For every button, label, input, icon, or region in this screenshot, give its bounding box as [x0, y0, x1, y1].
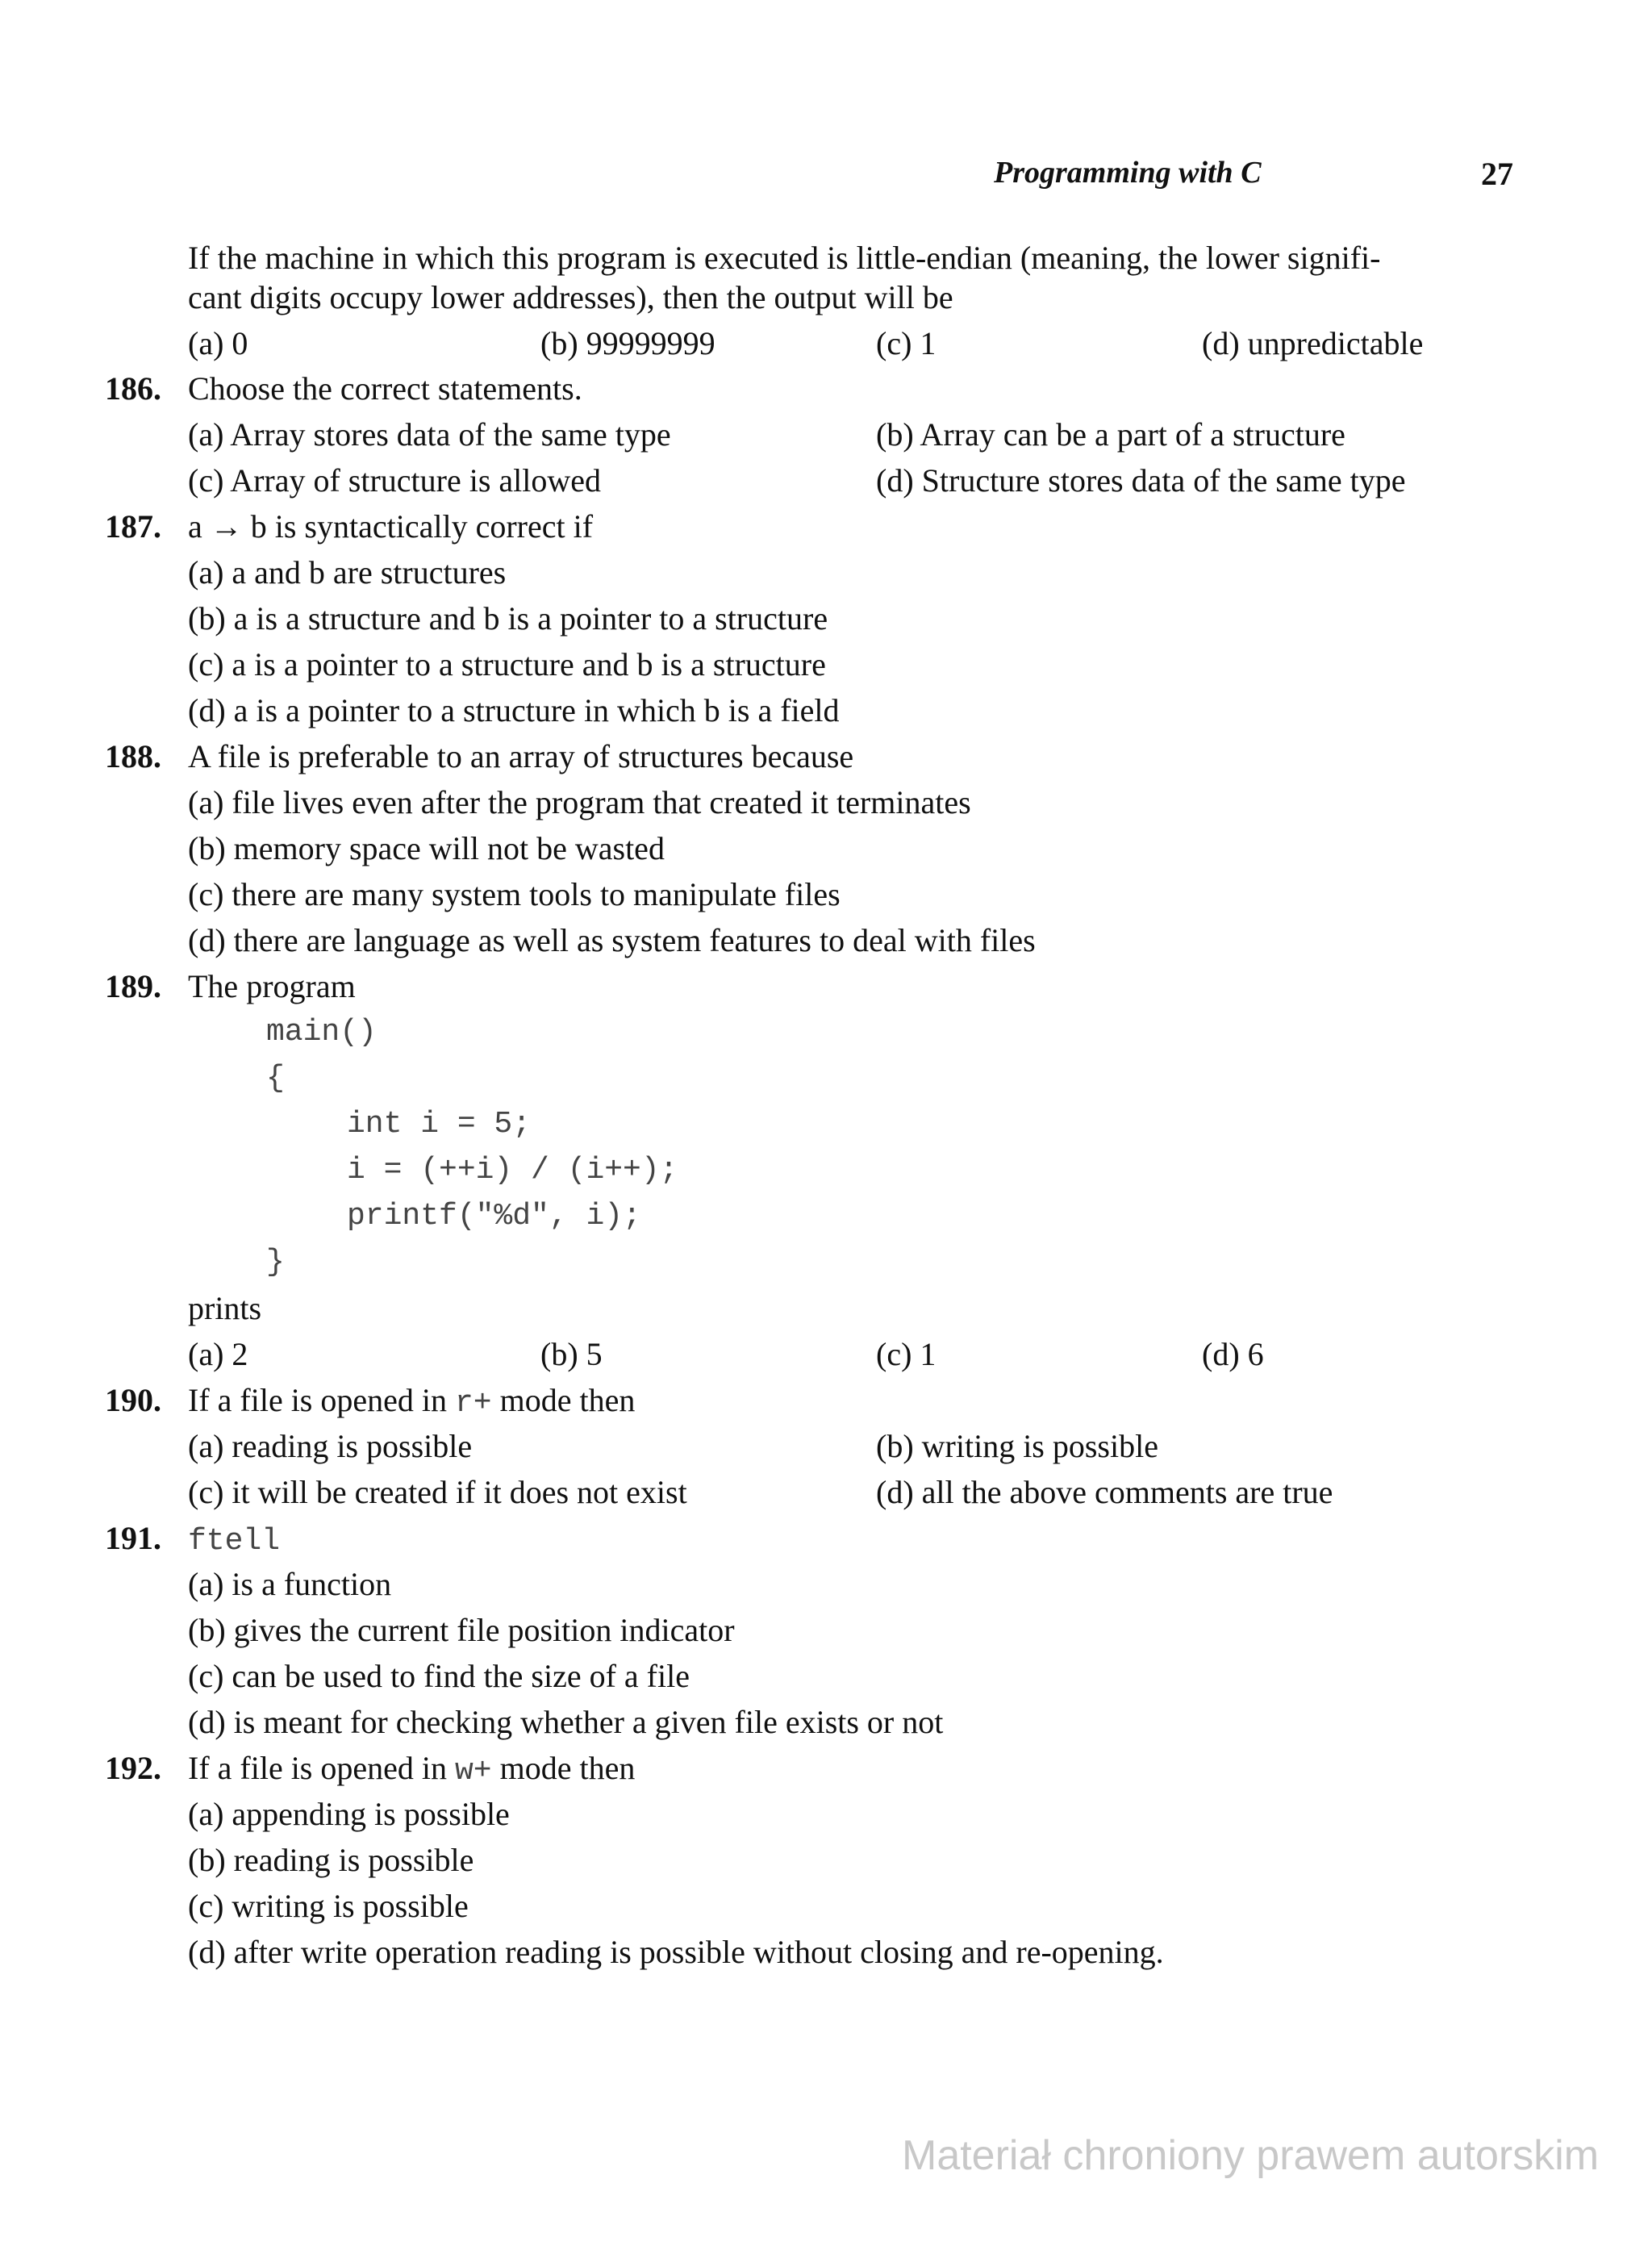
option-b: (b) a is a structure and b is a pointer to a structure	[188, 600, 828, 637]
stem-code: ftell	[188, 1524, 281, 1559]
running-title: Programming with C	[994, 156, 1262, 190]
stem-code: r+	[455, 1386, 492, 1421]
question-number: 188.	[105, 738, 161, 774]
option-b: (b) gives the current file position indicator	[188, 1612, 735, 1648]
code-line: main()	[266, 1015, 377, 1050]
option-c: (c) there are many system tools to manipulate files	[188, 876, 841, 912]
option-d: (d) 6	[1202, 1336, 1264, 1372]
option-b: (b) writing is possible	[876, 1428, 1158, 1464]
option-d: (d) after write operation reading is possible without closing and re-opening.	[188, 1934, 1164, 1970]
question-stem	[188, 1517, 280, 1563]
question-number: 189.	[105, 968, 161, 1004]
option-d: (d) Structure stores data of the same type	[876, 462, 1406, 499]
option-a: (a) appending is possible	[188, 1796, 510, 1832]
copyright-watermark: Materiał chroniony prawem autorskim	[902, 2132, 1600, 2179]
code-line: printf("%d", i);	[347, 1199, 641, 1234]
intro-line-1: If the machine in which this program is executed is little-endian (meaning, the lower signifi-	[188, 240, 1381, 276]
option-a: (a) Array stores data of the same type	[188, 416, 671, 453]
option-c: (c) a is a pointer to a structure and b is a structure	[188, 646, 826, 683]
option-c: (c) 1	[876, 325, 937, 361]
question-stem	[188, 1380, 635, 1425]
page-number: 27	[1481, 156, 1513, 192]
option-b: (b) 5	[540, 1336, 603, 1372]
option-d: (d) unpredictable	[1202, 325, 1424, 361]
option-a: (a) a and b are structures	[188, 554, 507, 591]
stem-code: w+	[455, 1754, 492, 1789]
stem-text: mode then	[491, 1382, 636, 1418]
code-line: }	[266, 1245, 285, 1279]
option-a: (a) 0	[188, 325, 248, 361]
question-number: 191.	[105, 1520, 161, 1556]
code-line: int i = 5;	[347, 1107, 532, 1142]
option-c: (c) Array of structure is allowed	[188, 462, 602, 499]
option-a: (a) reading is possible	[188, 1428, 473, 1464]
option-d: (d) a is a pointer to a structure in which b is a field	[188, 692, 840, 728]
intro-line-2: cant digits occupy lower addresses), then the output will be	[188, 279, 953, 315]
question-number: 186.	[105, 370, 161, 407]
stem-text: If a file is opened in	[188, 1382, 455, 1418]
option-c: (c) 1	[876, 1336, 937, 1372]
option-a: (a) 2	[188, 1336, 248, 1372]
question-stem: A file is preferable to an array of structures because	[188, 738, 854, 774]
option-d: (d) all the above comments are true	[876, 1474, 1333, 1510]
option-c: (c) writing is possible	[188, 1888, 469, 1924]
option-d: (d) there are language as well as system features to deal with files	[188, 922, 1036, 958]
question-number: 190.	[105, 1382, 161, 1418]
code-line: i = (++i) / (i++);	[347, 1153, 678, 1188]
option-c: (c) it will be created if it does not exist	[188, 1474, 687, 1510]
option-b: (b) memory space will not be wasted	[188, 830, 665, 866]
stem-text: If a file is opened in	[188, 1750, 455, 1786]
option-b: (b) Array can be a part of a structure	[876, 416, 1345, 453]
option-b: (b) reading is possible	[188, 1842, 474, 1878]
option-b: (b) 99999999	[540, 325, 715, 361]
question-stem: a → b is syntactically correct if	[188, 508, 594, 545]
page-header	[0, 155, 1652, 203]
option-a: (a) is a function	[188, 1566, 392, 1602]
question-number: 187.	[105, 508, 161, 545]
option-c: (c) can be used to find the size of a file	[188, 1658, 690, 1694]
stem-text: mode then	[491, 1750, 636, 1786]
option-d: (d) is meant for checking whether a given file exists or not	[188, 1704, 944, 1740]
question-number: 192.	[105, 1750, 161, 1786]
question-stem: The program	[188, 968, 356, 1004]
code-line: {	[266, 1061, 285, 1096]
question-stem	[188, 1747, 635, 1793]
question-continuation: prints	[188, 1290, 262, 1326]
option-a: (a) file lives even after the program that created it terminates	[188, 784, 971, 820]
question-stem: Choose the correct statements.	[188, 370, 582, 407]
